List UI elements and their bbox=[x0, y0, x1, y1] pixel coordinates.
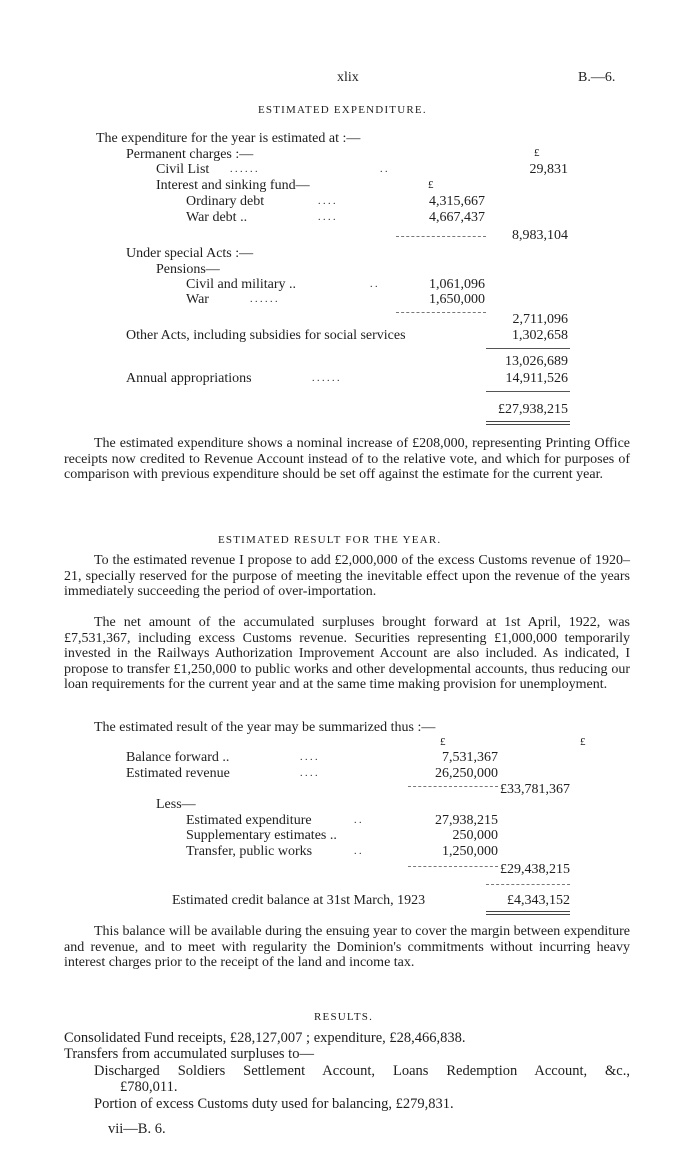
results-consolidated-fund: Consolidated Fund receipts, £28,127,007 ; expenditure, £28,466,838. bbox=[64, 1030, 466, 1046]
other-acts-value: 1,302,658 bbox=[512, 328, 568, 343]
war-pensions-value: 1,650,000 bbox=[429, 292, 485, 307]
pound-sign-col1: £ bbox=[440, 736, 446, 748]
transfer-label: Transfer, public works bbox=[186, 844, 313, 859]
leader-dots: . . . . bbox=[318, 212, 336, 223]
paragraph-text: To the estimated revenue I propose to add £2,000,000 of the excess Customs revenue of 1920–21, specially reserved for the purpose of meeting the inevitable effect upon the revenue of the years immediately succeeding the period of over-importation. bbox=[64, 553, 630, 599]
supplementary-label: Supplementary estimates .. bbox=[186, 828, 337, 843]
total-out-value: £29,438,215 bbox=[500, 862, 570, 877]
paragraph-text: The estimated expenditure shows a nominal increase of £208,000, representing Printing Office receipts now credited to Revenue Account instead of to the relative vote, and which for purposes of comparison with previous expenditure should be set off against the estimate for the current year. bbox=[64, 436, 630, 482]
transfer-value: 1,250,000 bbox=[442, 844, 498, 859]
estimated-revenue-label: Estimated revenue bbox=[126, 766, 230, 781]
pensions-label: Pensions— bbox=[156, 262, 220, 277]
pound-sign-col2: £ bbox=[580, 736, 586, 748]
leader-dots: . . . . . . bbox=[312, 373, 340, 384]
leader-dots: . . . . bbox=[318, 196, 336, 207]
total-in-value: £33,781,367 bbox=[500, 782, 570, 797]
double-rule bbox=[486, 421, 570, 425]
paragraph-text: This balance will be available during the ensuing year to cover the margin between expenditure and revenue, and to meet with regularity the Dominion's commitments without incurring heavy interest charges prior to the receipt of the land and income tax. bbox=[64, 924, 630, 970]
results-transfers: Transfers from accumulated surpluses to— bbox=[64, 1046, 314, 1062]
paragraph-expenditure-note bbox=[64, 436, 630, 483]
credit-balance-label: Estimated credit balance at 31st March, 1923 bbox=[172, 893, 426, 908]
leader-dots: . . bbox=[354, 846, 362, 857]
pound-sign-col2: £ bbox=[534, 147, 540, 159]
results-discharged-soldiers-amount: £780,011. bbox=[120, 1079, 178, 1095]
section-heading-expenditure: ESTIMATED EXPENDITURE. bbox=[258, 104, 427, 116]
leader-dots: . . . . . . bbox=[250, 294, 278, 305]
expenditure-intro: The expenditure for the year is estimated at :— bbox=[96, 131, 361, 146]
double-rule bbox=[486, 911, 570, 915]
leader-dots: . . bbox=[380, 164, 388, 175]
results-customs-portion: Portion of excess Customs duty used for balancing, £279,831. bbox=[94, 1096, 454, 1112]
civil-military-label: Civil and military .. bbox=[186, 277, 297, 292]
civil-list-label: Civil List bbox=[156, 162, 210, 177]
divider bbox=[486, 391, 570, 392]
war-debt-value: 4,667,437 bbox=[429, 210, 485, 225]
less-label: Less— bbox=[156, 797, 196, 812]
civil-military-value: 1,061,096 bbox=[429, 277, 485, 292]
supplementary-value: 250,000 bbox=[452, 828, 498, 843]
paragraph-balance-use bbox=[64, 924, 630, 971]
annual-appropriations-label: Annual appropriations bbox=[126, 371, 252, 386]
expenditure-grand-total: £27,938,215 bbox=[498, 402, 568, 417]
civil-list-value: 29,831 bbox=[529, 162, 568, 177]
est-expenditure-value: 27,938,215 bbox=[435, 813, 498, 828]
footer-signature: vii—B. 6. bbox=[108, 1121, 166, 1137]
section-heading-results: RESULTS. bbox=[314, 1011, 374, 1023]
war-pensions-label: War bbox=[186, 292, 209, 307]
pound-sign-col1: £ bbox=[428, 179, 434, 191]
est-expenditure-label: Estimated expenditure bbox=[186, 813, 312, 828]
balance-forward-label: Balance forward .. bbox=[126, 750, 230, 765]
other-acts-label: Other Acts, including subsidies for social services bbox=[126, 328, 406, 343]
pensions-total-value: 2,711,096 bbox=[512, 312, 568, 327]
ordinary-debt-value: 4,315,667 bbox=[429, 194, 485, 209]
leader-dots: . . bbox=[354, 815, 362, 826]
section-heading-result: ESTIMATED RESULT FOR THE YEAR. bbox=[218, 534, 442, 546]
interest-sinking-label: Interest and sinking fund— bbox=[156, 178, 310, 193]
paragraph-surpluses bbox=[64, 615, 630, 693]
credit-balance-value: £4,343,152 bbox=[507, 893, 570, 908]
divider bbox=[486, 884, 570, 885]
paragraph-text: The net amount of the accumulated surpluses brought forward at 1st April, 1922, was £7,531,367, including excess Customs revenue. Securities representing £1,000,000 temporarily invested in the Railways Authorization Improvement Account are also included. As indicated, I propose to transfer £1,250,000 to public works and other developmental accounts, thus reducing our loan requirements for the current year and at the same time making provision for unemployment. bbox=[64, 615, 630, 692]
war-debt-label: War debt .. bbox=[186, 210, 248, 225]
leader-dots: . . . . bbox=[300, 752, 318, 763]
paragraph-revenue-addition bbox=[64, 553, 630, 600]
balance-forward-value: 7,531,367 bbox=[442, 750, 498, 765]
summary-intro: The estimated result of the year may be summarized thus :— bbox=[94, 720, 436, 735]
interest-total-value: 8,983,104 bbox=[512, 228, 568, 243]
estimated-revenue-value: 26,250,000 bbox=[435, 766, 498, 781]
subtotal-value: 13,026,689 bbox=[505, 354, 568, 369]
page-number: xlix bbox=[337, 70, 359, 85]
special-acts-label: Under special Acts :— bbox=[126, 246, 254, 261]
divider bbox=[486, 348, 570, 349]
leader-dots: . . . . . . bbox=[230, 164, 258, 175]
document-reference: B.—6. bbox=[578, 70, 616, 85]
leader-dots: . . bbox=[370, 279, 378, 290]
permanent-charges-label: Permanent charges :— bbox=[126, 147, 254, 162]
results-discharged-soldiers: Discharged Soldiers Settlement Account, Loans Redemption Account, &c., bbox=[94, 1063, 630, 1079]
annual-appropriations-value: 14,911,526 bbox=[505, 371, 568, 386]
leader-dots: . . . . bbox=[300, 768, 318, 779]
ordinary-debt-label: Ordinary debt bbox=[186, 194, 265, 209]
